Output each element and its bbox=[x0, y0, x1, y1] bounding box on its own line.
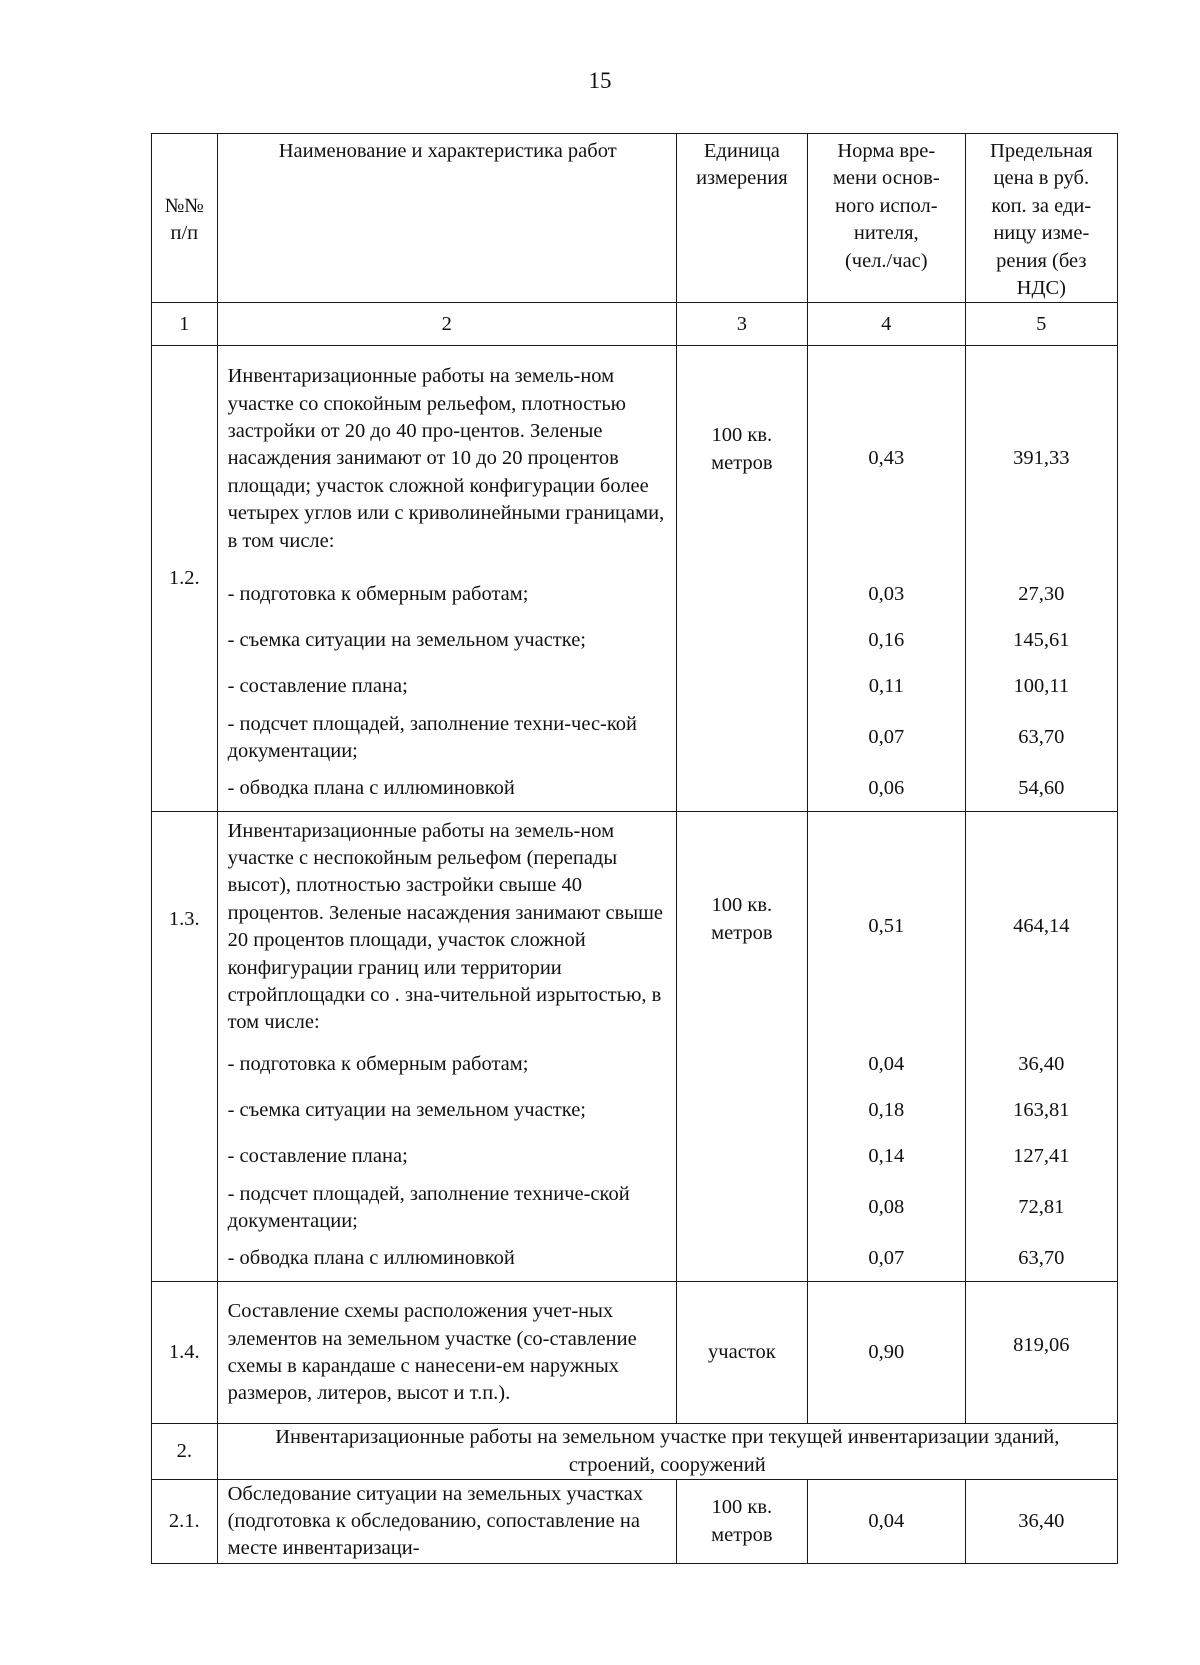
row-unit bbox=[676, 812, 807, 1282]
subrow-description: - обводка плана с иллюминовкой bbox=[217, 1236, 676, 1282]
page-number: 15 bbox=[588, 68, 612, 93]
section-number: 2. bbox=[152, 1424, 218, 1480]
table-subrow bbox=[152, 710, 1118, 766]
subrow-description: - съемка ситуации на земельном участке; bbox=[217, 618, 676, 664]
subrow-price: 127,41 bbox=[965, 1134, 1117, 1180]
row-description: Инвентаризационные работы на земель-ном участке со спокойным рельефом, плотностью застройки от 20 до 40 про-центов. Зеленые насаждения занимают от 10 до 20 процентов площади; участок сложной конфигурации более четырех углов или с криволинейными границами, в том числе: bbox=[217, 346, 676, 572]
table-subrow bbox=[152, 1042, 1118, 1088]
table-subrow bbox=[152, 618, 1118, 664]
subrow-norm: 0,07 bbox=[807, 710, 965, 766]
header-line: п/п bbox=[170, 222, 199, 245]
subrow-norm: 0,04 bbox=[807, 1042, 965, 1088]
column-numbers-row bbox=[152, 303, 1118, 346]
header-number bbox=[152, 134, 218, 303]
unit-text: 100 кв. метров bbox=[711, 424, 773, 474]
table-subrow bbox=[152, 1134, 1118, 1180]
unit-text: 100 кв. метров bbox=[711, 1496, 773, 1546]
section-row bbox=[152, 1424, 1118, 1480]
row-norm: 0,90 bbox=[807, 1282, 965, 1424]
subrow-norm: 0,07 bbox=[807, 1236, 965, 1282]
header-line: ницу изме- bbox=[993, 222, 1090, 245]
header-unit bbox=[676, 134, 807, 303]
subrow-description: - обводка плана с иллюминовкой bbox=[217, 766, 676, 812]
header-price bbox=[965, 134, 1117, 303]
table-subrow bbox=[152, 1180, 1118, 1236]
table-subrow bbox=[152, 1236, 1118, 1282]
header-line: Единица bbox=[703, 140, 780, 162]
row-number: 1.2. bbox=[152, 346, 218, 812]
subrow-price: 36,40 bbox=[965, 1042, 1117, 1088]
subrow-price: 54,60 bbox=[965, 766, 1117, 812]
row-unit bbox=[676, 346, 807, 812]
table-row bbox=[152, 1282, 1118, 1424]
subrow-price: 63,70 bbox=[965, 1236, 1117, 1282]
subrow-norm: 0,08 bbox=[807, 1180, 965, 1236]
subrow-description: - подсчет площадей, заполнение техни-чес-кой документации; bbox=[217, 710, 676, 766]
row-norm: 0,43 bbox=[807, 346, 965, 572]
column-number: 5 bbox=[965, 303, 1117, 346]
header-line: рения (без bbox=[996, 249, 1087, 272]
header-line: НДС) bbox=[1016, 277, 1066, 300]
column-number: 4 bbox=[807, 303, 965, 346]
subrow-norm: 0,11 bbox=[807, 664, 965, 710]
subrow-norm: 0,16 bbox=[807, 618, 965, 664]
row-number: 1.4. bbox=[152, 1282, 218, 1424]
header-line: (чел./час) bbox=[844, 249, 928, 272]
subrow-price: 27,30 bbox=[965, 572, 1117, 618]
column-number: 1 bbox=[152, 303, 218, 346]
subrow-norm: 0,03 bbox=[807, 572, 965, 618]
row-number: 2.1. bbox=[152, 1480, 218, 1564]
table-subrow bbox=[152, 664, 1118, 710]
subrow-price: 163,81 bbox=[965, 1088, 1117, 1134]
subrow-price: 63,70 bbox=[965, 710, 1117, 766]
header-line: коп. за еди- bbox=[991, 194, 1092, 217]
row-norm: 0,51 bbox=[807, 812, 965, 1042]
row-price: 819,06 bbox=[965, 1282, 1117, 1424]
table-subrow bbox=[152, 572, 1118, 618]
subrow-price: 100,11 bbox=[965, 664, 1117, 710]
column-number: 2 bbox=[217, 303, 676, 346]
subrow-norm: 0,14 bbox=[807, 1134, 965, 1180]
header-line: мени основ- bbox=[832, 167, 940, 190]
subrow-price: 72,81 bbox=[965, 1180, 1117, 1236]
column-number: 3 bbox=[676, 303, 807, 346]
row-price: 391,33 bbox=[965, 346, 1117, 572]
header-line: Предельная bbox=[990, 140, 1093, 162]
section-title: Инвентаризационные работы на земельном участке при текущей инвентаризации зданий, строений, сооружений bbox=[217, 1424, 1117, 1480]
norms-table bbox=[151, 133, 1118, 1564]
header-norm bbox=[807, 134, 965, 303]
row-norm: 0,04 bbox=[807, 1480, 965, 1564]
row-price: 464,14 bbox=[965, 812, 1117, 1042]
header-line: измерения bbox=[696, 167, 788, 190]
header-line: ного испол- bbox=[835, 194, 938, 217]
header-line: Норма вре- bbox=[837, 140, 936, 162]
header-name: Наименование и характеристика работ bbox=[217, 134, 676, 303]
subrow-description: - подготовка к обмерным работам; bbox=[217, 572, 676, 618]
row-unit bbox=[676, 1480, 807, 1564]
header-line: нителя, bbox=[853, 222, 919, 245]
table-subrow bbox=[152, 1088, 1118, 1134]
row-unit: участок bbox=[676, 1282, 807, 1424]
table-row bbox=[152, 346, 1118, 572]
row-number: 1.3. bbox=[152, 812, 218, 1282]
subrow-description: - составление плана; bbox=[217, 1134, 676, 1180]
subrow-description: - подсчет площадей, заполнение техниче-ской документации; bbox=[217, 1180, 676, 1236]
header-line: цена в руб. bbox=[993, 167, 1090, 190]
subrow-norm: 0,06 bbox=[807, 766, 965, 812]
row-description: Составление схемы расположения учет-ных элементов на земельном участке (со-ставление схемы в карандаше с нанесени-ем наружных размеров, литеров, высот и т.п.). bbox=[217, 1282, 676, 1424]
row-description: Инвентаризационные работы на земель-ном участке с неспокойным рельефом (перепады высот), плотностью застройки свыше 40 процентов. Зеленые насаждения занимают свыше 20 процентов площади, участок сложной конфигурации границ или территории стройплощадки со . зна-чительной изрытостью, в том числе: bbox=[217, 812, 676, 1042]
subrow-description: - составление плана; bbox=[217, 664, 676, 710]
subrow-price: 145,61 bbox=[965, 618, 1117, 664]
subrow-norm: 0,18 bbox=[807, 1088, 965, 1134]
table-row bbox=[152, 812, 1118, 1042]
row-description: Обследование ситуации на земельных участках (подготовка к обследованию, сопоставление на месте инвентаризаци- bbox=[217, 1480, 676, 1564]
table-subrow bbox=[152, 766, 1118, 812]
subrow-description: - подготовка к обмерным работам; bbox=[217, 1042, 676, 1088]
header-line: №№ bbox=[164, 194, 204, 217]
table-header-row bbox=[152, 134, 1118, 303]
unit-text: 100 кв. метров bbox=[711, 894, 773, 944]
table-row bbox=[152, 1480, 1118, 1564]
subrow-description: - съемка ситуации на земельном участке; bbox=[217, 1088, 676, 1134]
row-price: 36,40 bbox=[965, 1480, 1117, 1564]
